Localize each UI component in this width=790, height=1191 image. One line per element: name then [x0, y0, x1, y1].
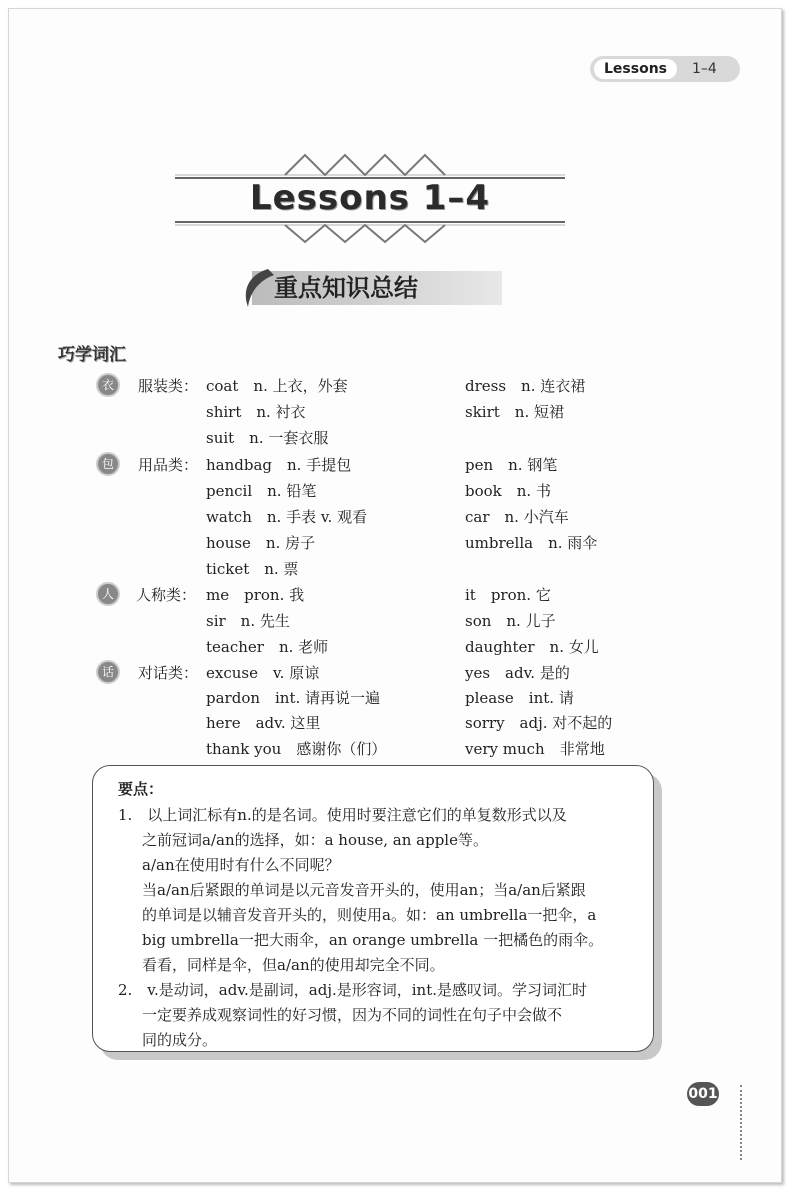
vocab-item: pen n. 钢笔 — [465, 456, 558, 474]
dotted-divider — [740, 1085, 744, 1160]
note-line: 同的成分。 — [142, 1031, 218, 1049]
category-label: 服装类： — [138, 377, 199, 395]
vocab-item: excuse v. 原谅 — [206, 664, 320, 682]
shirt-icon: 衣 — [96, 373, 120, 397]
note-line: 当a/an后紧跟的单词是以元音发音开头的，使用an；当a/an后紧跟 — [142, 881, 586, 899]
vocab-item: ticket n. 票 — [206, 560, 299, 578]
page-number: 001 — [687, 1082, 719, 1106]
vocab-item: very much 非常地 — [465, 740, 605, 758]
swoosh-icon — [238, 265, 278, 309]
category-label: 用品类： — [138, 456, 199, 474]
vocab-subhead: 巧学词汇 — [58, 345, 126, 365]
category-label: 对话类： — [138, 664, 199, 682]
vocab-item: yes adv. 是的 — [465, 664, 570, 682]
vocab-item: skirt n. 短裙 — [465, 403, 564, 421]
note-line: 2. v.是动词，adv.是副词，adj.是形容词，int.是感叹词。学习词汇时 — [118, 981, 588, 999]
vocab-item: pardon int. 请再说一遍 — [206, 689, 381, 707]
vocab-item: sorry adj. 对不起的 — [465, 714, 613, 732]
vocab-item: teacher n. 老师 — [206, 638, 329, 656]
vocab-item: umbrella n. 雨伞 — [465, 534, 598, 552]
people-icon: 人 — [96, 582, 120, 606]
vocab-item: me pron. 我 — [206, 586, 305, 604]
lesson-tab-label: Lessons — [594, 59, 677, 79]
vocab-item: son n. 儿子 — [465, 612, 556, 630]
vocab-item: dress n. 连衣裙 — [465, 377, 586, 395]
vocab-item: please int. 请 — [465, 689, 574, 707]
section-banner — [238, 265, 502, 309]
category-label: 人称类： — [136, 586, 197, 604]
vocab-item: watch n. 手表 v. 观看 — [206, 508, 368, 526]
note-line: 的单词是以辅音发音开头的，则使用a。如：an umbrella一把伞，a — [142, 906, 597, 924]
note-line: big umbrella一把大雨伞，an orange umbrella 一把橘色的雨伞。 — [142, 931, 604, 949]
lesson-tab-range: 1–4 — [692, 61, 717, 77]
bag-icon: 包 — [96, 452, 120, 476]
note-line: a/an在使用时有什么不同呢？ — [142, 856, 340, 874]
lesson-tab — [590, 56, 740, 82]
notes-title: 要点： — [118, 780, 164, 798]
vocab-item: suit n. 一套衣服 — [206, 429, 329, 447]
page-title: Lessons 1–4 — [249, 178, 491, 218]
note-line: 看看，同样是伞，但a/an的使用却完全不同。 — [142, 956, 445, 974]
vocab-item: book n. 书 — [465, 482, 551, 500]
vocab-item: sir n. 先生 — [206, 612, 290, 630]
phone-icon: 话 — [96, 660, 120, 684]
note-line: 一定要养成观察词性的好习惯，因为不同的词性在句子中会做不 — [142, 1006, 563, 1024]
vocab-item: handbag n. 手提包 — [206, 456, 352, 474]
vocab-item: it pron. 它 — [465, 586, 551, 604]
section-banner-text: 重点知识总结 — [274, 274, 418, 302]
vocab-item: house n. 房子 — [206, 534, 316, 552]
vocab-item: daughter n. 女儿 — [465, 638, 599, 656]
vocab-item: shirt n. 衬衣 — [206, 403, 306, 421]
vocab-item: pencil n. 铅笔 — [206, 482, 317, 500]
vocab-item: here adv. 这里 — [206, 714, 321, 732]
vocab-item: thank you 感谢你（们） — [206, 740, 387, 758]
vocab-item: coat n. 上衣，外套 — [206, 377, 348, 395]
vocab-item: car n. 小汽车 — [465, 508, 569, 526]
note-line: 1. 以上词汇标有n.的是名词。使用时要注意它们的单复数形式以及 — [118, 806, 567, 824]
note-line: 之前冠词a/an的选择，如：a house, an apple等。 — [142, 831, 488, 849]
title-block — [170, 150, 570, 245]
